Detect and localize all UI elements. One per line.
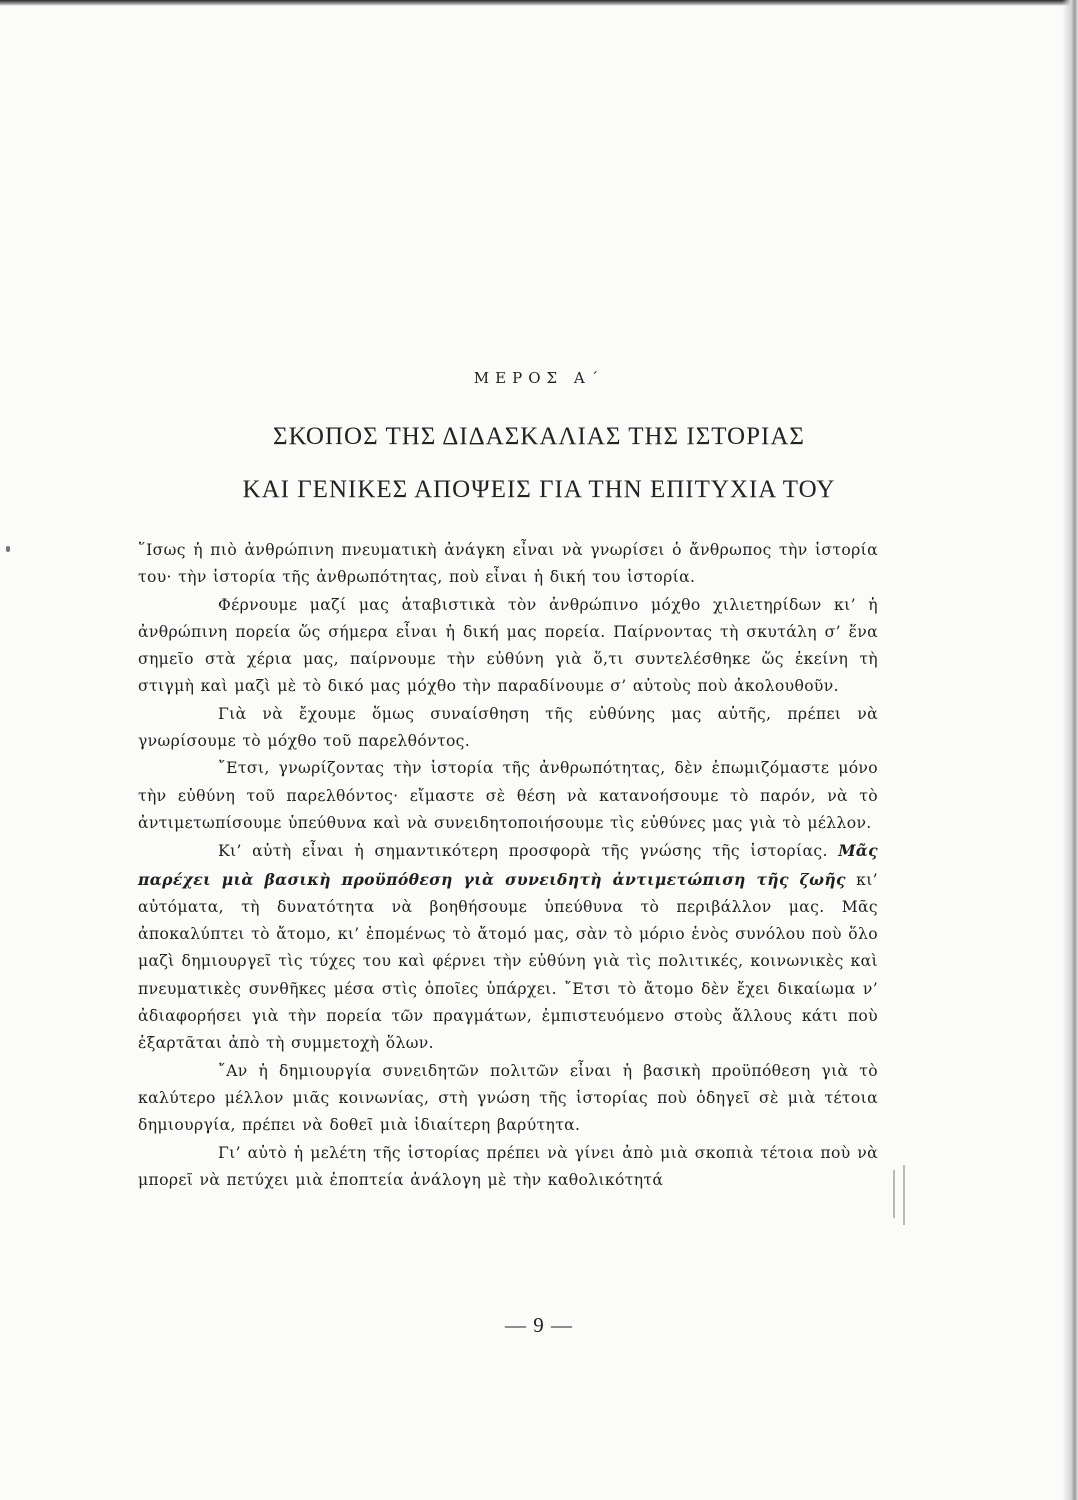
paragraph-7: Γι’ αὐτὸ ἡ μελέτη τῆς ἱστορίας πρέπει νὰ γίνει ἀπὸ μιὰ σκοπιὰ τέτοια ποὺ νὰ μπορεῖ νὰ πετύχει μιὰ ἐποπτεία ἀνάλογη μὲ τὴν καθολικότητά <box>138 1143 878 1189</box>
margin-rule-right <box>903 1165 905 1225</box>
body-text <box>138 537 878 1194</box>
part-label: ΜΕΡΟΣ Α΄ <box>473 369 605 387</box>
margin-mark <box>6 546 10 552</box>
chapter-title-line-2: ΚΑΙ ΓΕΝΙΚΕΣ ΑΠΟΨΕΙΣ ΓΙΑ ΤΗΝ ΕΠΙΤΥΧΙΑ ΤΟΥ <box>242 476 836 503</box>
page-top-edge-shadow <box>0 0 1078 6</box>
chapter-title-line-1: ΣΚΟΠΟΣ ΤΗΣ ΔΙΔΑΣΚΑΛΙΑΣ ΤΗΣ ΙΣΤΟΡΙΑΣ <box>273 423 805 450</box>
paragraph-5-emphasis: Μᾶς παρέχει μιὰ βασικὴ προϋπόθεση γιὰ συνειδητὴ ἀντιμετώπιση τῆς ζωῆς <box>138 841 878 889</box>
paragraph-5-lead: Κι’ αὐτὴ εἶναι ἡ σημαντικότερη προσφορὰ τῆς γνώσης τῆς ἱστορίας. <box>218 842 839 861</box>
paragraph-2: Φέρνουμε μαζί μας ἀταβιστικὰ τὸν ἀνθρώπινο μόχθο χιλιετηρίδων κι’ ἡ ἀνθρώπινη πορεία ὥς σήμερα εἶναι ἡ δική μας πορεία. Παίρνοντας τὴ σκυτάλη σ’ ἕνα σημεῖο στὰ χέρια μας, παίρνουμε τὴν εὐθύνη γιὰ ὅ,τι συντελέσθηκε ὥς ἐκείνη τὴ στιγμὴ καὶ μαζὶ μὲ τὸ δικό μας μόχθο τὴν παραδίνουμε σ’ αὐτοὺς ποὺ ἀκολουθοῦν. <box>138 595 878 696</box>
paragraph-4: ῎Ετσι, γνωρίζοντας τὴν ἱστορία τῆς ἀνθρωπότητας, δὲν ἐπωμιζόμαστε μόνο τὴν εὐθύνη τοῦ παρελθόντος· εἴμαστε σὲ θέση νὰ κατανοήσουμε τὸ παρόν, νὰ τὸ ἀντιμετωπίσουμε ὑπεύθυνα καὶ νὰ συνειδητοποιήσουμε τὶς εὐθύνες μας γιὰ τὸ μέλλον. <box>138 759 878 832</box>
page-number: — 9 — <box>505 1313 573 1337</box>
paragraph-5-tail: κι’ αὐτόματα, τὴ δυνατότητα νὰ βοηθήσουμε ὑπεύθυνα τὸ περιβάλλον μας. Μᾶς ἀποκαλύπτει τὸ ἄτομο, κι’ ἑπομένως τὸ ἄτομό μας, σὰν τὸ μόριο ἑνὸς συνόλου ποὺ ὅλο μαζὶ δημιουργεῖ τὶς τύχες του καὶ φέρνει τὴν εὐθύνη γιὰ τὶς πολιτικές, κοινωνικὲς καὶ πνευματικὲς συνθῆκες μέσα στὶς ὁποῖες ὑπάρχει. ῎Ετσι τὸ ἄτομο δὲν ἔχει δικαίωμα ν’ ἀδιαφορήσει γιὰ τὴν πορεία τῶν πραγμάτων, ἐμπιστευόμενο στοὺς ἄλλους κάτι ποὺ ἐξαρτᾶται ἀπὸ τὴ συμμετοχὴ ὅλων. <box>138 870 878 1053</box>
margin-rule-left <box>893 1170 895 1218</box>
paragraph-5 <box>138 837 878 1057</box>
paragraph-1: ῞Ισως ἡ πιὸ ἀνθρώπινη πνευματικὴ ἀνάγκη εἶναι νὰ γνωρίσει ὁ ἄνθρωπος τὴν ἱστορία του· τὴν ἱστορία τῆς ἀνθρωπότητας, ποὺ εἶναι ἡ δική του ἱστορία. <box>138 541 878 587</box>
paragraph-6: ῎Αν ἡ δημιουργία συνειδητῶν πολιτῶν εἶναι ἡ βασικὴ προϋπόθεση γιὰ τὸ καλύτερο μέλλον μιᾶς κοινωνίας, στὴ γνώση τῆς ἱστορίας ποὺ ὁδηγεῖ σὲ μιὰ τέτοια δημιουργία, πρέπει νὰ δοθεῖ μιὰ ἰδιαίτερη βαρύτητα. <box>138 1061 878 1135</box>
page-right-edge-shadow <box>1062 0 1078 1500</box>
paragraph-3: Γιὰ νὰ ἔχουμε ὅμως συναίσθηση τῆς εὐθύνης μας αὐτῆς, πρέπει νὰ γνωρίσουμε τὸ μόχθο τοῦ παρελθόντος. <box>138 704 878 751</box>
